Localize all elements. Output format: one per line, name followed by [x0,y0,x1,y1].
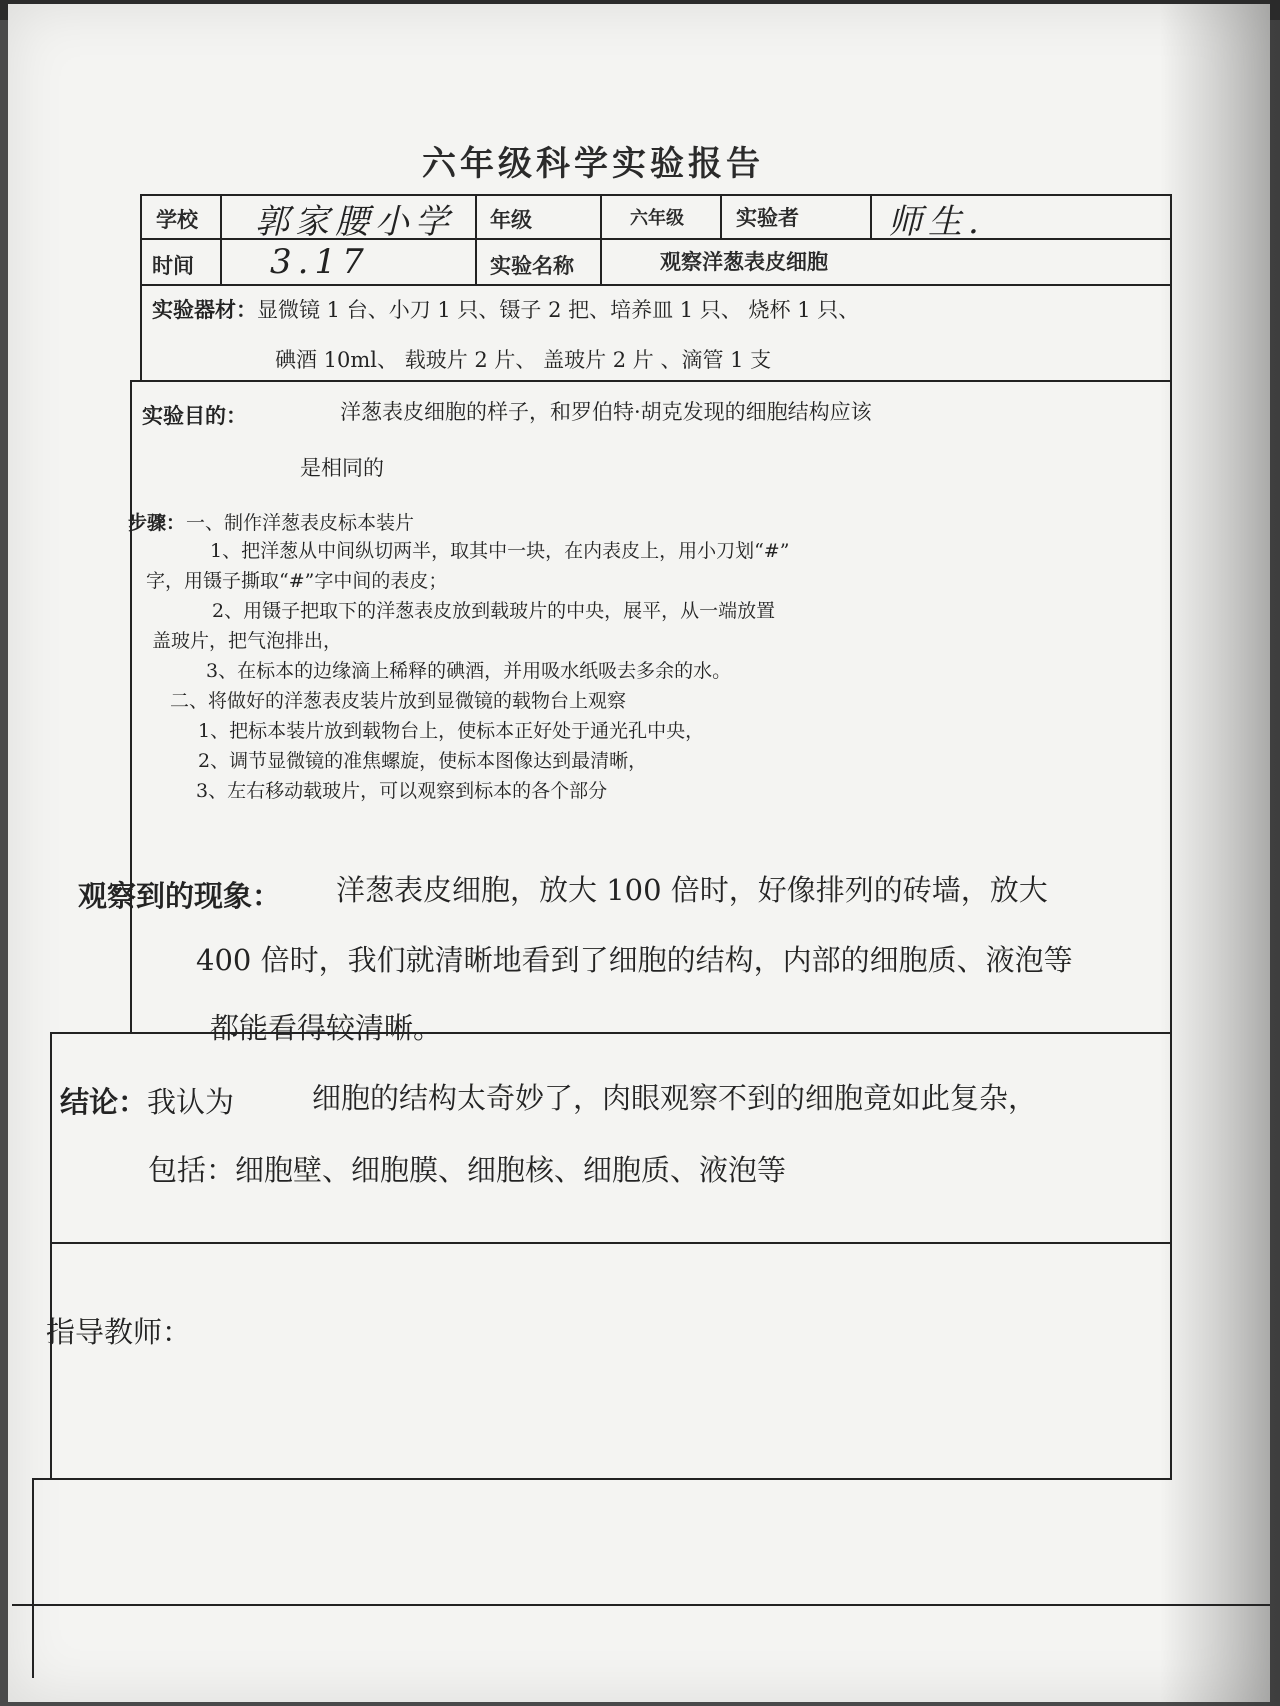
equipment-line-2: 碘酒 10ml、 载玻片 2 片、 盖玻片 2 片 、滴管 1 支 [275,348,772,372]
equipment-label: 实验器材： [152,297,257,322]
observation-left-border [50,1032,52,1242]
teacher-label: 指导教师： [46,1315,192,1349]
school-label: 学校 [156,207,198,232]
purpose-label: 实验目的： [142,403,247,428]
col-divider-4 [720,194,722,238]
teacher-top-border [32,1478,1172,1480]
time-value-handwritten: 3.17 [270,242,370,282]
school-value-handwritten: 郭家腰小学 [255,202,455,242]
observation-line-3: 都能看得较清晰。 [210,1011,443,1045]
conclusion-heading [60,1080,234,1121]
equipment-text-1: 显微镜 1 台、小刀 1 只、镊子 2 把、培养皿 1 只、 烧杯 1 只、 [257,298,860,322]
observation-line-2: 400 倍时，我们就清晰地看到了细胞的结构，内部的细胞质、液泡等 [196,943,1073,977]
experimenter-label: 实验者 [736,205,799,230]
step-line: 一、制作洋葱表皮标本装片 [186,512,415,534]
step-line: 二、将做好的洋葱表皮装片放到显微镜的载物台上观察 [170,690,627,712]
time-label: 时间 [152,253,194,278]
header-bottom-divider [140,284,1170,286]
experimenter-value-handwritten: 师生. [888,202,985,242]
purpose-line-1: 洋葱表皮细胞的样子，和罗伯特·胡克发现的细胞结构应该 [340,400,872,424]
report-paper [8,4,1270,1702]
report-form [46,194,1260,1606]
col-divider-2 [475,194,477,284]
step-line: 3、左右移动载玻片，可以观察到标本的各个部分 [196,780,608,802]
conclusion-label: 结论： [60,1085,148,1119]
conclusion-line-1: 细胞的结构太奇妙了，肉眼观察不到的细胞竟如此复杂， [312,1081,1038,1115]
teacher-left-border [32,1478,34,1678]
step-line: 3、在标本的边缘滴上稀释的碘酒，并用吸水纸吸去多余的水。 [206,660,732,682]
conclusion-top-border [50,1242,1170,1244]
purpose-line-2: 是相同的 [300,456,384,480]
observation-line-1: 洋葱表皮细胞，放大 100 倍时，好像排列的砖墙，放大 [336,873,1048,907]
experiment-name-label: 实验名称 [490,253,574,278]
step-line: 1、把标本装片放到载物台上，使标本正好处于通光孔中央， [198,720,705,742]
purpose-right-border [1170,380,1172,1032]
step-line: 2、用镊子把取下的洋葱表皮放到载玻片的中央，展平，从一端放置 [212,600,776,622]
step-line: 字，用镊子撕取“#”字中间的表皮； [146,570,448,592]
purpose-left-border [130,380,132,1032]
col-divider-3 [600,194,602,284]
form-left-border-upper [140,194,142,380]
grade-value: 六年级 [630,208,684,229]
purpose-top-border [130,380,1170,382]
conclusion-right-border [1170,1242,1172,1478]
steps-label: 步骤： [128,512,186,534]
form-bottom-border [12,1604,1270,1606]
step-line: 盖玻片，把气泡排出， [152,630,343,652]
report-title: 六年级科学实验报告 [422,144,764,184]
conclusion-left-border [50,1242,52,1478]
conclusion-prefix: 我认为 [147,1085,235,1119]
observation-label: 观察到的现象： [78,879,282,913]
form-right-border-upper [1170,194,1172,380]
grade-label: 年级 [490,207,532,232]
experiment-name-value: 观察洋葱表皮细胞 [660,249,828,274]
col-divider-1 [220,194,222,284]
step-line: 2、调节显微镜的准焦螺旋，使标本图像达到最清晰， [198,750,648,772]
col-divider-5 [870,194,872,238]
conclusion-line-2: 包括：细胞壁、细胞膜、细胞核、细胞质、液泡等 [148,1153,787,1187]
step-line: 1、把洋葱从中间纵切两半，取其中一块，在内表皮上，用小刀划“#” [210,540,790,562]
observation-right-border [1170,1032,1172,1242]
equipment-line-1 [152,294,859,324]
